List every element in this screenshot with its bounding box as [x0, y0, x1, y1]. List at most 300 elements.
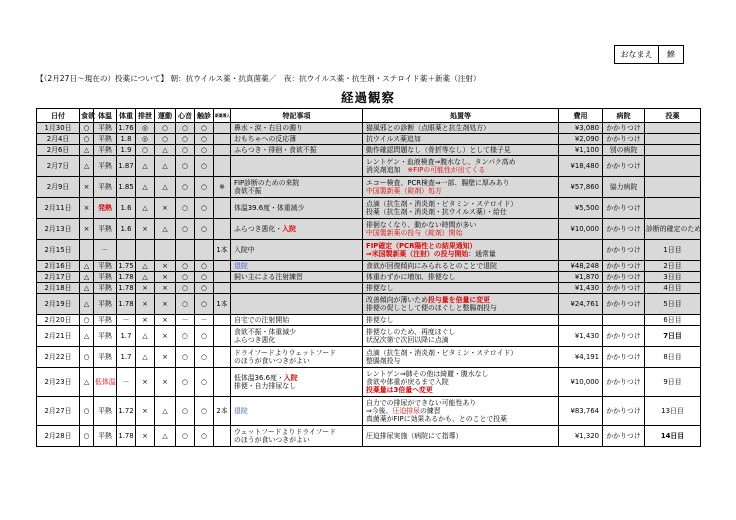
cell-excretion: △ — [136, 261, 155, 272]
treatment-text: 改善傾向が薄いため — [366, 296, 429, 304]
cell-exercise: △ — [155, 397, 176, 426]
col-header-exercise: 運動 — [155, 109, 176, 123]
cell-new-drug: ※ — [214, 177, 231, 198]
cell-weight: 1.78 — [118, 284, 134, 292]
cell-dose: 4日目 — [645, 283, 701, 294]
cell-hospital: かかりつけ — [603, 198, 645, 219]
cell-exercise: ○ — [155, 123, 176, 134]
cell-temp: 低体温 — [94, 368, 117, 397]
cell-exercise: × — [155, 347, 176, 368]
cell-notes — [231, 123, 363, 134]
table-row — [37, 426, 701, 447]
cell-cost: ¥57,860 — [559, 177, 603, 198]
cell-new-drug — [214, 219, 231, 240]
cell-hospital — [603, 315, 645, 326]
cell-treatment — [363, 315, 559, 326]
cell-palpation: ○ — [195, 326, 214, 347]
cell-notes — [231, 315, 363, 326]
cell-cost: ¥3,080 — [559, 123, 603, 134]
cell-temp: 平熱 — [94, 283, 117, 294]
cell-exercise: △ — [155, 145, 176, 156]
treatment-text: 猫風邪との診断（点眼薬と抗生剤処方） — [366, 124, 491, 132]
cell-heart: ○ — [176, 145, 195, 156]
cell-exercise: △ — [155, 219, 176, 240]
cell-date: 2月7日 — [37, 156, 80, 177]
col-header-temp: 体温 — [94, 109, 117, 123]
pressure-urination-text: 圧迫排尿 — [392, 407, 421, 415]
cell-date: 2月27日 — [37, 397, 80, 426]
cell-notes — [231, 177, 363, 198]
cell-temp: 平熱 — [94, 156, 117, 177]
observation-table — [36, 108, 701, 447]
cell-heart: ○ — [176, 198, 195, 219]
cell-new-drug — [214, 198, 231, 219]
cell-appetite: × — [80, 198, 94, 219]
cell-heart: ○ — [176, 368, 195, 397]
col-header-appetite: 食欲 — [80, 109, 94, 123]
cell-appetite: △ — [80, 326, 94, 347]
cell-treatment — [363, 426, 559, 447]
cell-palpation: ○ — [195, 156, 214, 177]
cell-treatment — [363, 397, 559, 426]
cell-dose: 7日目 — [645, 326, 701, 347]
cell-temp: 平熱 — [94, 219, 117, 240]
cell-heart: ○ — [176, 397, 195, 426]
cell-hospital: かかりつけ — [603, 426, 645, 447]
cell-treatment — [363, 294, 559, 315]
cell-treatment — [363, 347, 559, 368]
cell-palpation: ○ — [195, 368, 214, 397]
table-row — [37, 294, 701, 315]
cell-palpation: ○ — [195, 177, 214, 198]
cell-treatment — [363, 156, 559, 177]
note-text: のほうが食いつきがよい — [234, 436, 310, 444]
cell-dose: 9日目 — [645, 368, 701, 397]
col-header-heart: 心音 — [176, 109, 195, 123]
note-text: のほうが食いつきがよい — [234, 357, 310, 365]
cell-hospital: かかりつけ — [603, 156, 645, 177]
cell-new-drug: 1本 — [214, 294, 231, 315]
cell-excretion: ○ — [136, 145, 155, 156]
table-row — [37, 368, 701, 397]
treatment-text: の練習 — [420, 407, 441, 415]
cell-weight: 1.85 — [117, 177, 136, 198]
cell-weight: 1.76 — [118, 124, 134, 132]
cell-palpation: ○ — [195, 397, 214, 426]
cell-date: 2月17日 — [37, 272, 80, 283]
cell-palpation: ○ — [195, 426, 214, 447]
cell-temp: 平熱 — [94, 272, 117, 283]
cell-treatment — [363, 123, 559, 134]
cell-notes — [231, 198, 363, 219]
cell-dose: 診断的確定のため — [645, 219, 701, 240]
cell-heart: － — [176, 315, 195, 326]
cell-hospital: かかりつけ — [603, 261, 645, 272]
cell-dose — [645, 156, 701, 177]
cell-notes — [231, 397, 363, 426]
cell-notes — [231, 261, 363, 272]
cell-excretion: × — [136, 368, 155, 397]
cell-hospital: かかりつけ — [603, 134, 645, 145]
cell-palpation: ○ — [195, 272, 214, 283]
cell-dose — [645, 145, 701, 156]
cell-weight: 1.6 — [117, 219, 136, 240]
cell-treatment — [363, 198, 559, 219]
treatment-text: 排便の促しとして便のほぐしと整腸剤投与 — [366, 304, 497, 312]
cell-weight: 1.87 — [117, 156, 136, 177]
treatment-text: 抗ウイルス薬追加 — [366, 135, 421, 143]
cell-hospital: かかりつけ — [603, 283, 645, 294]
cell-excretion: △ — [136, 326, 155, 347]
cell-notes — [231, 219, 363, 240]
cell-weight: 1.78 — [117, 294, 136, 315]
cell-hospital: かかりつけ — [603, 347, 645, 368]
note-text: ふらつき・徘徊・食欲不振 — [234, 146, 317, 154]
cell-appetite: ○ — [80, 134, 94, 145]
medication-note: 【（2月27日～現在の）投薬について】 朝：抗ウイルス薬・抗真菌薬／ 夜：抗ウイルス薬・抗生剤・ステロイド薬＋新薬（注射） — [36, 74, 481, 83]
cell-appetite: ○ — [80, 426, 94, 447]
table-row — [37, 134, 701, 145]
cell-weight: 1.72 — [117, 397, 136, 426]
cell-hospital: かかりつけ — [603, 272, 645, 283]
treatment-text: 食欲や体重が戻るまで入院 — [366, 378, 449, 386]
cell-excretion: △ — [136, 177, 155, 198]
cell-excretion: △ — [136, 347, 155, 368]
cell-treatment — [363, 145, 559, 156]
note-text: ふらつき悪化・ — [234, 225, 283, 233]
col-header-excretion: 排泄 — [136, 109, 155, 123]
cell-heart: ○ — [176, 283, 195, 294]
col-header-weight: 体重 — [117, 109, 136, 123]
note-text: 鼻水・涙・右目の濁り — [234, 124, 303, 132]
cell-cost: ¥48,248 — [559, 261, 603, 272]
cell-treatment — [363, 261, 559, 272]
cell-date: 2月9日 — [37, 177, 80, 198]
cell-appetite: △ — [80, 294, 94, 315]
cell-heart: ○ — [176, 272, 195, 283]
cell-heart: ○ — [176, 326, 195, 347]
cell-weight: 1.78 — [118, 273, 134, 281]
cell-hospital: かかりつけ — [603, 326, 645, 347]
cell-excretion: × — [136, 315, 155, 326]
cell-temp: 平熱 — [94, 177, 117, 198]
cell-appetite: △ — [80, 145, 94, 156]
cell-appetite: ○ — [80, 397, 94, 426]
cell-excretion: △ — [136, 198, 155, 219]
cell-excretion: × — [136, 283, 155, 294]
treatment-text: ：通常量 — [468, 250, 496, 258]
table-row — [37, 272, 701, 283]
cell-treatment — [363, 368, 559, 397]
cell-dose: 2日目 — [645, 261, 701, 272]
table-row — [37, 240, 701, 261]
cell-temp: 平熱 — [94, 426, 117, 447]
cell-date: 2月18日 — [37, 283, 80, 294]
cell-cost: ¥10,000 — [559, 368, 603, 397]
cell-weight: 1.9 — [117, 145, 136, 156]
note-text: 自宅での注射開始 — [234, 316, 290, 324]
admission-text: 入院 — [282, 225, 296, 233]
note-text: FIP診断のための来院 — [234, 179, 300, 187]
cell-heart: ○ — [176, 123, 195, 134]
treatment-text: 消炎剤追加 — [366, 166, 408, 174]
cell-notes — [231, 426, 363, 447]
cell-appetite: △ — [80, 156, 94, 177]
table-row — [37, 219, 701, 240]
cell-appetite: × — [80, 177, 94, 198]
cell-appetite: △ — [80, 283, 94, 294]
cell-weight: 1.75 — [118, 262, 134, 270]
cell-exercise: △ — [155, 426, 176, 447]
cell-cost: ¥10,000 — [559, 219, 603, 240]
cell-exercise: × — [155, 198, 176, 219]
cell-hospital: かかりつけ — [603, 368, 645, 397]
cell-date: 2月6日 — [37, 145, 80, 156]
cell-dose — [645, 198, 701, 219]
fip-confirmed-text: FIP確定（PCR陽性との結果通知） — [366, 242, 477, 250]
cell-cost: ¥4,191 — [559, 347, 603, 368]
cell-palpation: ○ — [195, 198, 214, 219]
cell-excretion: ◎ — [136, 134, 155, 145]
cell-dose: 5日目 — [645, 294, 701, 315]
cell-date: 2月4日 — [37, 134, 80, 145]
cell-date: 2月22日 — [37, 347, 80, 368]
cell-palpation — [195, 240, 214, 261]
cell-weight: － — [117, 368, 136, 397]
cell-heart: ○ — [176, 177, 195, 198]
cell-notes — [231, 347, 363, 368]
cell-exercise — [155, 240, 176, 261]
cell-cost: ¥1,100 — [559, 145, 603, 156]
note-text: ふらつき悪化 — [234, 336, 276, 344]
col-header-dose: 投薬 — [645, 109, 701, 123]
cell-new-drug: 1本 — [214, 240, 231, 261]
cell-heart: ○ — [176, 261, 195, 272]
cell-exercise: × — [155, 294, 176, 315]
cell-appetite — [80, 240, 94, 261]
cell-exercise: × — [155, 272, 176, 283]
cell-temp: 平熱 — [94, 123, 117, 134]
note-text: 食欲不振 — [234, 187, 262, 195]
cell-palpation: ○ — [195, 123, 214, 134]
cell-exercise: × — [155, 261, 176, 272]
cell-dose: 14日目 — [645, 426, 701, 447]
cell-palpation: ○ — [195, 145, 214, 156]
cell-notes — [231, 145, 363, 156]
cell-exercise: △ — [155, 156, 176, 177]
cell-weight — [117, 240, 136, 261]
cell-notes — [231, 156, 363, 177]
name-label: おなまえ — [615, 46, 659, 63]
cell-temp: 平熱 — [94, 347, 117, 368]
cell-notes — [231, 283, 363, 294]
cell-date: 2月28日 — [37, 426, 80, 447]
table-row — [37, 177, 701, 198]
cell-cost: ¥5,500 — [559, 198, 603, 219]
treatment-text: 中国製新薬の投与（錠剤）開始 — [366, 229, 463, 237]
cell-weight: 1.7 — [117, 326, 136, 347]
cell-temp: 平熱 — [94, 145, 117, 156]
cell-date: 2月11日 — [37, 198, 80, 219]
cell-excretion: × — [136, 426, 155, 447]
cell-new-drug — [214, 156, 231, 177]
table-row — [37, 156, 701, 177]
cell-cost: ¥2,090 — [559, 134, 603, 145]
cell-temp: － — [94, 240, 117, 261]
cell-palpation: － — [195, 315, 214, 326]
cell-temp: 平熱 — [94, 315, 117, 326]
cell-date: 2月13日 — [37, 219, 80, 240]
cell-dose — [645, 123, 701, 134]
cell-weight: － — [117, 315, 136, 326]
cell-hospital: かかりつけ — [603, 123, 645, 134]
cell-temp: 平熱 — [94, 326, 117, 347]
cell-notes — [231, 134, 363, 145]
cell-excretion — [136, 240, 155, 261]
cell-appetite: △ — [80, 368, 94, 397]
cell-appetite: △ — [80, 272, 94, 283]
cell-exercise: × — [155, 326, 176, 347]
note-text: 食欲不振・体重減少 — [234, 328, 297, 336]
treatment-text: 圧迫排尿実施（病院にて指導） — [366, 432, 463, 440]
name-box — [614, 45, 684, 64]
treatment-text: 徘徊なくなり、動かない時間が多い — [366, 221, 477, 229]
cell-appetite: × — [80, 219, 94, 240]
dose-change-text: 投与量を倍量に変更 — [428, 296, 491, 304]
cell-cost — [559, 240, 603, 261]
col-header-cost: 費用 — [559, 109, 603, 123]
cell-heart: ○ — [176, 294, 195, 315]
discharge-text: 退院 — [234, 407, 248, 415]
cell-dose — [645, 177, 701, 198]
cell-excretion: × — [136, 294, 155, 315]
treatment-text: 真菌薬がFIPに効果あるかも、とのことで投薬 — [366, 415, 508, 423]
cell-treatment — [363, 272, 559, 283]
cell-treatment — [363, 219, 559, 240]
cell-excretion: × — [136, 397, 155, 426]
treatment-text: 自力での排尿ができない可能性あり — [366, 399, 477, 407]
cell-new-drug — [214, 368, 231, 397]
cell-heart: ○ — [176, 219, 195, 240]
col-header-treatment: 処置等 — [363, 109, 559, 123]
treatment-text: 動作確認問題なし（骨折等なし）として様子見 — [366, 146, 511, 154]
cell-new-drug — [214, 261, 231, 272]
cell-hospital: かかりつけ — [603, 219, 645, 240]
cell-notes — [231, 294, 363, 315]
cell-new-drug — [214, 283, 231, 294]
cell-heart: ○ — [176, 347, 195, 368]
cell-weight: 1.7 — [117, 347, 136, 368]
cell-date: 2月15日 — [37, 240, 80, 261]
cell-treatment — [363, 177, 559, 198]
cell-appetite: △ — [80, 261, 94, 272]
cell-new-drug — [214, 134, 231, 145]
cell-new-drug — [214, 272, 231, 283]
cell-cost: ¥24,761 — [559, 294, 603, 315]
cell-cost: ¥1,430 — [559, 283, 603, 294]
cell-palpation: ○ — [195, 261, 214, 272]
cell-excretion: ◎ — [136, 123, 155, 134]
cell-hospital: かかりつけ — [603, 240, 645, 261]
cell-exercise: × — [155, 315, 176, 326]
page-title: 経過観察 — [340, 90, 395, 105]
note-text: おもちゃへの反応薄 — [234, 135, 297, 143]
col-header-hospital: 病院 — [603, 109, 645, 123]
cell-date: 2月21日 — [37, 326, 80, 347]
cell-palpation: ○ — [195, 283, 214, 294]
table-row — [37, 283, 701, 294]
cell-dose: 3日目 — [645, 272, 701, 283]
col-header-palpation: 触診 — [195, 109, 214, 123]
note-text: 飼い主による注射練習 — [234, 273, 303, 281]
cell-heart: ○ — [176, 134, 195, 145]
table-row — [37, 347, 701, 368]
cell-dose — [645, 134, 701, 145]
cell-temp: 平熱 — [94, 261, 117, 272]
cell-temp: 平熱 — [94, 294, 117, 315]
name-value: 鰺 — [667, 50, 675, 59]
cell-treatment — [363, 283, 559, 294]
cell-cost: ¥83,764 — [559, 397, 603, 426]
cell-weight: 1.6 — [117, 198, 136, 219]
table-row — [37, 261, 701, 272]
treatment-text: ⇒今後、 — [366, 407, 393, 415]
cell-date: 2月19日 — [37, 294, 80, 315]
table-row — [37, 198, 701, 219]
table-row — [37, 145, 701, 156]
cell-new-drug: 2本 — [214, 397, 231, 426]
dose-change-text: 投薬量は3倍量へ変更 — [366, 386, 433, 394]
cell-cost: ¥1,320 — [559, 426, 603, 447]
table-row — [37, 397, 701, 426]
treatment-text: 排便なし — [366, 316, 394, 324]
table-row — [37, 123, 701, 134]
note-text: 体温39.6度・体重減少 — [234, 204, 305, 212]
col-header-notes: 特記事項 — [231, 109, 363, 123]
cell-treatment — [363, 326, 559, 347]
treatment-text: レントゲン⇒肺その他は綺麗・腹水なし — [366, 370, 489, 378]
cell-hospital: 協力病院 — [603, 177, 645, 198]
cell-palpation: ○ — [195, 219, 214, 240]
treatment-text: 整腸剤投与 — [366, 357, 401, 365]
cell-appetite: ○ — [80, 315, 94, 326]
cell-dose: 6日目 — [645, 315, 701, 326]
fip-warning: ※FIPの可能性が出てくる — [407, 166, 486, 174]
cell-palpation: ○ — [195, 347, 214, 368]
cell-exercise: ○ — [155, 134, 176, 145]
cell-temp: 平熱 — [94, 134, 117, 145]
table-row — [37, 326, 701, 347]
treatment-text: 排便なしのため、再度ほぐし — [366, 328, 456, 336]
discharge-text: 退院 — [234, 262, 248, 270]
note-text: ドライフードよりウェットフード — [234, 349, 337, 357]
cell-weight: 1.78 — [117, 426, 136, 447]
cell-temp: 平熱 — [94, 397, 117, 426]
table-row — [37, 315, 701, 326]
cell-new-drug — [214, 326, 231, 347]
treatment-text: エコー検査、PCR検査⇒一部、腸壁に厚みあり — [366, 179, 510, 187]
cell-date: 2月16日 — [37, 261, 80, 272]
note-text: 排便・自力排尿なし — [234, 382, 297, 390]
note-text: 入院中 — [234, 246, 255, 254]
cell-palpation: ○ — [195, 294, 214, 315]
cell-heart — [176, 240, 195, 261]
cell-cost — [559, 315, 603, 326]
cell-treatment — [363, 134, 559, 145]
cell-notes — [231, 326, 363, 347]
treatment-text: 状況次第で次回以降に点滴 — [366, 336, 449, 344]
cell-appetite: ○ — [80, 347, 94, 368]
